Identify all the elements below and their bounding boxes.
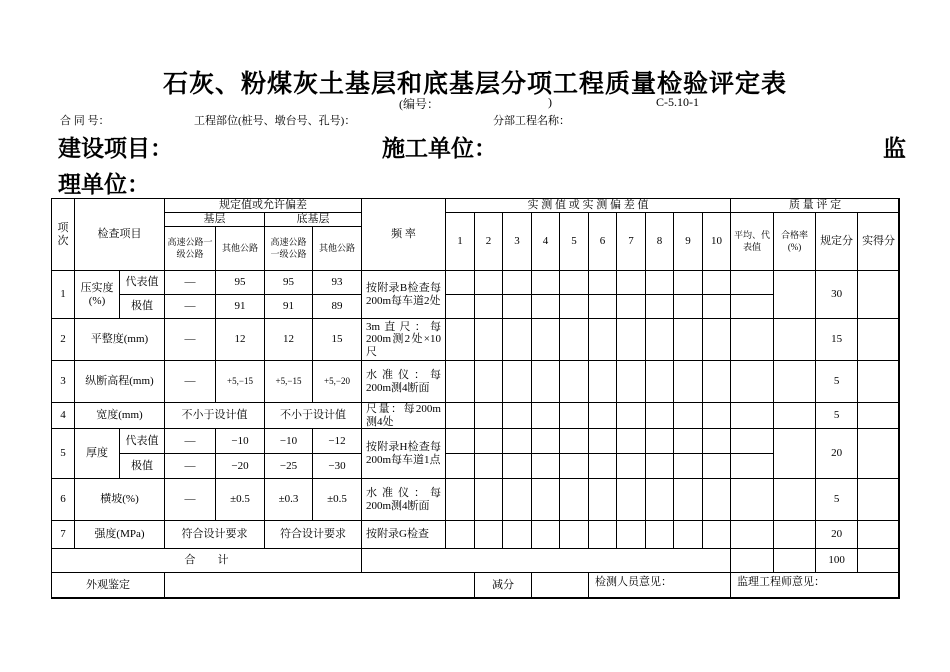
appearance-label: 外观鉴定: [52, 573, 165, 599]
row3-item: 纵断高程(mm): [75, 361, 165, 403]
row6-base-highway: —: [165, 479, 216, 521]
row6-subbase-other: ±0.5: [313, 479, 362, 521]
row1-rep-subbase-highway: 95: [265, 271, 313, 295]
header-col-3: 3: [503, 213, 532, 271]
subproject-name-label: 分部工程名称：: [493, 115, 570, 127]
row6-measure-cell[interactable]: [560, 479, 589, 521]
row7-measure-cell[interactable]: [703, 521, 731, 549]
row5-measure-cell[interactable]: [646, 429, 674, 454]
row2-measure-cell[interactable]: [560, 319, 589, 361]
header-col-5: 5: [560, 213, 589, 271]
total-actual-score-cell[interactable]: [858, 549, 900, 573]
row4-actual-score-cell[interactable]: [858, 403, 900, 429]
row1-measure-cell[interactable]: [589, 271, 617, 295]
total-measure-cell[interactable]: [362, 549, 731, 573]
row6-measure-cell[interactable]: [674, 479, 703, 521]
row3-subbase-other: +5,−20: [313, 361, 362, 403]
row6-no: 6: [52, 479, 75, 521]
work-location-label: 工程部位(桩号、墩台号、孔号)：: [194, 115, 356, 127]
header-col-1: 1: [446, 213, 475, 271]
row4-subbase: 不小于设计值: [265, 403, 362, 429]
row3-subbase-highway: +5,−15: [265, 361, 313, 403]
row6-item: 横坡(%): [75, 479, 165, 521]
row1-ext-measure-cell[interactable]: [446, 295, 475, 319]
row6-pass-rate-cell[interactable]: [774, 479, 816, 521]
row6-base-other: ±0.5: [216, 479, 265, 521]
row4-no: 4: [52, 403, 75, 429]
row5-ext-label: 极值: [120, 454, 165, 479]
row1-measure-cell[interactable]: [703, 271, 731, 295]
form-code: C-5.10-1: [656, 95, 699, 109]
row2-frequency: 3m直尺：每200m测2处×10尺: [362, 319, 446, 361]
row1-ext-measure-cell[interactable]: [589, 295, 617, 319]
row2-measure-cell[interactable]: [532, 319, 560, 361]
row4-measure-cell[interactable]: [475, 403, 503, 429]
row5-actual-score-cell[interactable]: [858, 429, 900, 479]
row7-measure-cell[interactable]: [674, 521, 703, 549]
row3-no: 3: [52, 361, 75, 403]
row6-measure-cell[interactable]: [446, 479, 475, 521]
header-base-highway: 高速公路一级公路: [165, 227, 216, 271]
row1-ext-measure-cell[interactable]: [503, 295, 532, 319]
row1-ext-measure-cell[interactable]: [532, 295, 560, 319]
inspection-table: [51, 198, 900, 599]
row6-spec-score: 5: [816, 479, 858, 521]
row1-rep-base-highway: —: [165, 271, 216, 295]
row5-measure-cell[interactable]: [475, 429, 503, 454]
row4-measure-cell[interactable]: [532, 403, 560, 429]
row5-no: 5: [52, 429, 75, 479]
header-col-10: 10: [703, 213, 731, 271]
row5-ext-measure-cell[interactable]: [532, 454, 560, 479]
row5-rep-label: 代表值: [120, 429, 165, 454]
header-subbase-other: 其他公路: [313, 227, 362, 271]
row6-frequency: 水准仪：每200m测4断面: [362, 479, 446, 521]
row1-pass-rate-cell[interactable]: [774, 271, 816, 319]
row7-frequency: 按附录G检查: [362, 521, 446, 549]
supervisor-label-end: 理单位：: [58, 172, 150, 197]
row5-measure-cell[interactable]: [617, 429, 646, 454]
row1-spec-score: 30: [816, 271, 858, 319]
row4-measure-cell[interactable]: [617, 403, 646, 429]
row1-measure-cell[interactable]: [532, 271, 560, 295]
total-score: 100: [816, 549, 858, 573]
row3-actual-score-cell[interactable]: [858, 361, 900, 403]
row1-no: 1: [52, 271, 75, 319]
total-label: 合 计: [52, 549, 362, 573]
row5-ext-measure-cell[interactable]: [503, 454, 532, 479]
row5-ext-average-cell[interactable]: [731, 454, 774, 479]
row2-subbase-highway: 12: [265, 319, 313, 361]
row1-ext-measure-cell[interactable]: [617, 295, 646, 319]
header-subbase: 底基层: [265, 213, 362, 227]
row2-base-other: 12: [216, 319, 265, 361]
row4-measure-cell[interactable]: [589, 403, 617, 429]
row3-measure-cell[interactable]: [646, 361, 674, 403]
row4-average-cell[interactable]: [731, 403, 774, 429]
row1-ext-base-highway: —: [165, 295, 216, 319]
total-average-cell[interactable]: [731, 549, 774, 573]
deduction-input[interactable]: [532, 573, 589, 599]
row1-rep-subbase-other: 93: [313, 271, 362, 295]
row1-ext-label: 极值: [120, 295, 165, 319]
row2-base-highway: —: [165, 319, 216, 361]
row6-measure-cell[interactable]: [532, 479, 560, 521]
row2-measure-cell[interactable]: [446, 319, 475, 361]
row5-ext-measure-cell[interactable]: [703, 454, 731, 479]
row5-measure-cell[interactable]: [674, 429, 703, 454]
header-col-6: 6: [589, 213, 617, 271]
supervisor-label-start: 监: [883, 136, 906, 161]
row5-ext-base-highway: —: [165, 454, 216, 479]
row5-ext-measure-cell[interactable]: [646, 454, 674, 479]
row1-ext-measure-cell[interactable]: [560, 295, 589, 319]
contractor-label: 施工单位：: [382, 136, 497, 161]
row1-measure-cell[interactable]: [674, 271, 703, 295]
row2-measure-cell[interactable]: [703, 319, 731, 361]
row7-no: 7: [52, 521, 75, 549]
row5-ext-measure-cell[interactable]: [475, 454, 503, 479]
total-pass-rate-cell[interactable]: [774, 549, 816, 573]
row2-pass-rate-cell[interactable]: [774, 319, 816, 361]
header-col-2: 2: [475, 213, 503, 271]
row5-item: 厚度: [75, 429, 120, 479]
row2-actual-score-cell[interactable]: [858, 319, 900, 361]
row7-item: 强度(MPa): [75, 521, 165, 549]
row4-pass-rate-cell[interactable]: [774, 403, 816, 429]
engineer-opinion[interactable]: 监理工程师意见：: [731, 573, 900, 599]
row1-ext-average-cell[interactable]: [731, 295, 774, 319]
row6-measure-cell[interactable]: [646, 479, 674, 521]
row1-measure-cell[interactable]: [475, 271, 503, 295]
row5-measure-cell[interactable]: [589, 429, 617, 454]
header-average: 平均、代表值: [731, 213, 774, 271]
deduction-label: 减分: [475, 573, 532, 599]
header-frequency: 频 率: [362, 199, 446, 271]
row5-ext-measure-cell[interactable]: [617, 454, 646, 479]
appearance-input[interactable]: [165, 573, 475, 599]
row2-measure-cell[interactable]: [674, 319, 703, 361]
row1-ext-subbase-other: 89: [313, 295, 362, 319]
row4-spec-score: 5: [816, 403, 858, 429]
header-spec-score: 规定分: [816, 213, 858, 271]
row7-spec-score: 20: [816, 521, 858, 549]
row6-measure-cell[interactable]: [503, 479, 532, 521]
row5-pass-rate-cell[interactable]: [774, 429, 816, 479]
row1-rep-label: 代表值: [120, 271, 165, 295]
row4-base: 不小于设计值: [165, 403, 265, 429]
row3-measure-cell[interactable]: [446, 361, 475, 403]
row3-measure-cell[interactable]: [617, 361, 646, 403]
row3-average-cell[interactable]: [731, 361, 774, 403]
row2-no: 2: [52, 319, 75, 361]
row5-rep-subbase-other: −12: [313, 429, 362, 454]
header-measured: 实 测 值 或 实 测 偏 差 值: [446, 199, 731, 213]
row5-ext-measure-cell[interactable]: [674, 454, 703, 479]
row4-measure-cell[interactable]: [646, 403, 674, 429]
row1-ext-measure-cell[interactable]: [646, 295, 674, 319]
row7-measure-cell[interactable]: [646, 521, 674, 549]
row5-ext-measure-cell[interactable]: [446, 454, 475, 479]
row4-frequency: 尺量：每200m测4处: [362, 403, 446, 429]
row7-measure-cell[interactable]: [617, 521, 646, 549]
header-subbase-highway: 高速公路一级公路: [265, 227, 313, 271]
row3-base-other: +5,−15: [216, 361, 265, 403]
row1-measure-cell[interactable]: [503, 271, 532, 295]
row5-measure-cell[interactable]: [560, 429, 589, 454]
row2-spec-score: 15: [816, 319, 858, 361]
row7-actual-score-cell[interactable]: [858, 521, 900, 549]
row5-frequency: 按附录H检查每200m每车道1点: [362, 429, 446, 479]
row5-ext-base-other: −20: [216, 454, 265, 479]
form-title: 石灰、粉煤灰土基层和底基层分项工程质量检验评定表: [162, 71, 787, 98]
contract-number-label: 合 同 号：: [60, 115, 110, 127]
row5-spec-score: 20: [816, 429, 858, 479]
row2-average-cell[interactable]: [731, 319, 774, 361]
row3-measure-cell[interactable]: [589, 361, 617, 403]
row5-measure-cell[interactable]: [703, 429, 731, 454]
row1-measure-cell[interactable]: [560, 271, 589, 295]
row6-measure-cell[interactable]: [617, 479, 646, 521]
header-pass-rate: 合格率(%): [774, 213, 816, 271]
row5-ext-measure-cell[interactable]: [560, 454, 589, 479]
row1-measure-cell[interactable]: [446, 271, 475, 295]
row1-frequency: 按附录B检查每200m每车道2处: [362, 271, 446, 319]
inspector-opinion[interactable]: 检测人员意见：: [589, 573, 731, 599]
header-base-other: 其他公路: [216, 227, 265, 271]
row2-measure-cell[interactable]: [475, 319, 503, 361]
row5-ext-subbase-other: −30: [313, 454, 362, 479]
row6-average-cell[interactable]: [731, 479, 774, 521]
form-number-close: ): [548, 95, 552, 109]
header-actual-score: 实得分: [858, 213, 900, 271]
form-number-label: (编号：: [399, 97, 439, 111]
header-col-4: 4: [532, 213, 560, 271]
row1-ext-measure-cell[interactable]: [703, 295, 731, 319]
row3-spec-score: 5: [816, 361, 858, 403]
row2-measure-cell[interactable]: [646, 319, 674, 361]
header-base: 基层: [165, 213, 265, 227]
row1-ext-subbase-highway: 91: [265, 295, 313, 319]
row3-base-highway: —: [165, 361, 216, 403]
header-quality: 质 量 评 定: [731, 199, 900, 213]
row2-item: 平整度(mm): [75, 319, 165, 361]
row7-measure-cell[interactable]: [560, 521, 589, 549]
header-col-8: 8: [646, 213, 674, 271]
row7-measure-cell[interactable]: [589, 521, 617, 549]
row5-rep-base-highway: —: [165, 429, 216, 454]
row5-measure-cell[interactable]: [446, 429, 475, 454]
row3-measure-cell[interactable]: [475, 361, 503, 403]
row5-average-cell[interactable]: [731, 429, 774, 454]
row6-measure-cell[interactable]: [589, 479, 617, 521]
row1-ext-measure-cell[interactable]: [674, 295, 703, 319]
row3-measure-cell[interactable]: [703, 361, 731, 403]
header-item-no: 项次: [52, 199, 75, 271]
row1-measure-cell[interactable]: [617, 271, 646, 295]
row4-measure-cell[interactable]: [446, 403, 475, 429]
row5-measure-cell[interactable]: [532, 429, 560, 454]
row1-ext-base-other: 91: [216, 295, 265, 319]
row7-measure-cell[interactable]: [532, 521, 560, 549]
row5-rep-subbase-highway: −10: [265, 429, 313, 454]
row1-actual-score-cell[interactable]: [858, 271, 900, 319]
row6-actual-score-cell[interactable]: [858, 479, 900, 521]
row3-measure-cell[interactable]: [674, 361, 703, 403]
row4-measure-cell[interactable]: [674, 403, 703, 429]
row7-subbase: 符合设计要求: [265, 521, 362, 549]
row1-ext-measure-cell[interactable]: [475, 295, 503, 319]
row4-item: 宽度(mm): [75, 403, 165, 429]
row3-measure-cell[interactable]: [560, 361, 589, 403]
row5-measure-cell[interactable]: [503, 429, 532, 454]
row6-measure-cell[interactable]: [703, 479, 731, 521]
row7-measure-cell[interactable]: [446, 521, 475, 549]
row4-measure-cell[interactable]: [703, 403, 731, 429]
row2-measure-cell[interactable]: [503, 319, 532, 361]
header-allowance: 规定值或允许偏差: [165, 199, 362, 213]
row1-measure-cell[interactable]: [646, 271, 674, 295]
row7-measure-cell[interactable]: [503, 521, 532, 549]
row7-pass-rate-cell[interactable]: [774, 521, 816, 549]
row3-pass-rate-cell[interactable]: [774, 361, 816, 403]
row7-base: 符合设计要求: [165, 521, 265, 549]
header-check-item: 检查项目: [75, 199, 165, 271]
row2-subbase-other: 15: [313, 319, 362, 361]
row7-average-cell[interactable]: [731, 521, 774, 549]
row7-measure-cell[interactable]: [475, 521, 503, 549]
construction-project-label: 建设项目：: [58, 136, 173, 161]
row3-frequency: 水准仪：每200m测4断面: [362, 361, 446, 403]
row5-rep-base-other: −10: [216, 429, 265, 454]
row4-measure-cell[interactable]: [503, 403, 532, 429]
row3-measure-cell[interactable]: [503, 361, 532, 403]
row3-measure-cell[interactable]: [532, 361, 560, 403]
row1-item: 压实度(%): [75, 271, 120, 319]
row6-subbase-highway: ±0.3: [265, 479, 313, 521]
row5-ext-measure-cell[interactable]: [589, 454, 617, 479]
row5-ext-subbase-highway: −25: [265, 454, 313, 479]
row2-measure-cell[interactable]: [589, 319, 617, 361]
row6-measure-cell[interactable]: [475, 479, 503, 521]
row2-measure-cell[interactable]: [617, 319, 646, 361]
row1-average-cell[interactable]: [731, 271, 774, 295]
header-col-9: 9: [674, 213, 703, 271]
header-col-7: 7: [617, 213, 646, 271]
row4-measure-cell[interactable]: [560, 403, 589, 429]
row1-rep-base-other: 95: [216, 271, 265, 295]
